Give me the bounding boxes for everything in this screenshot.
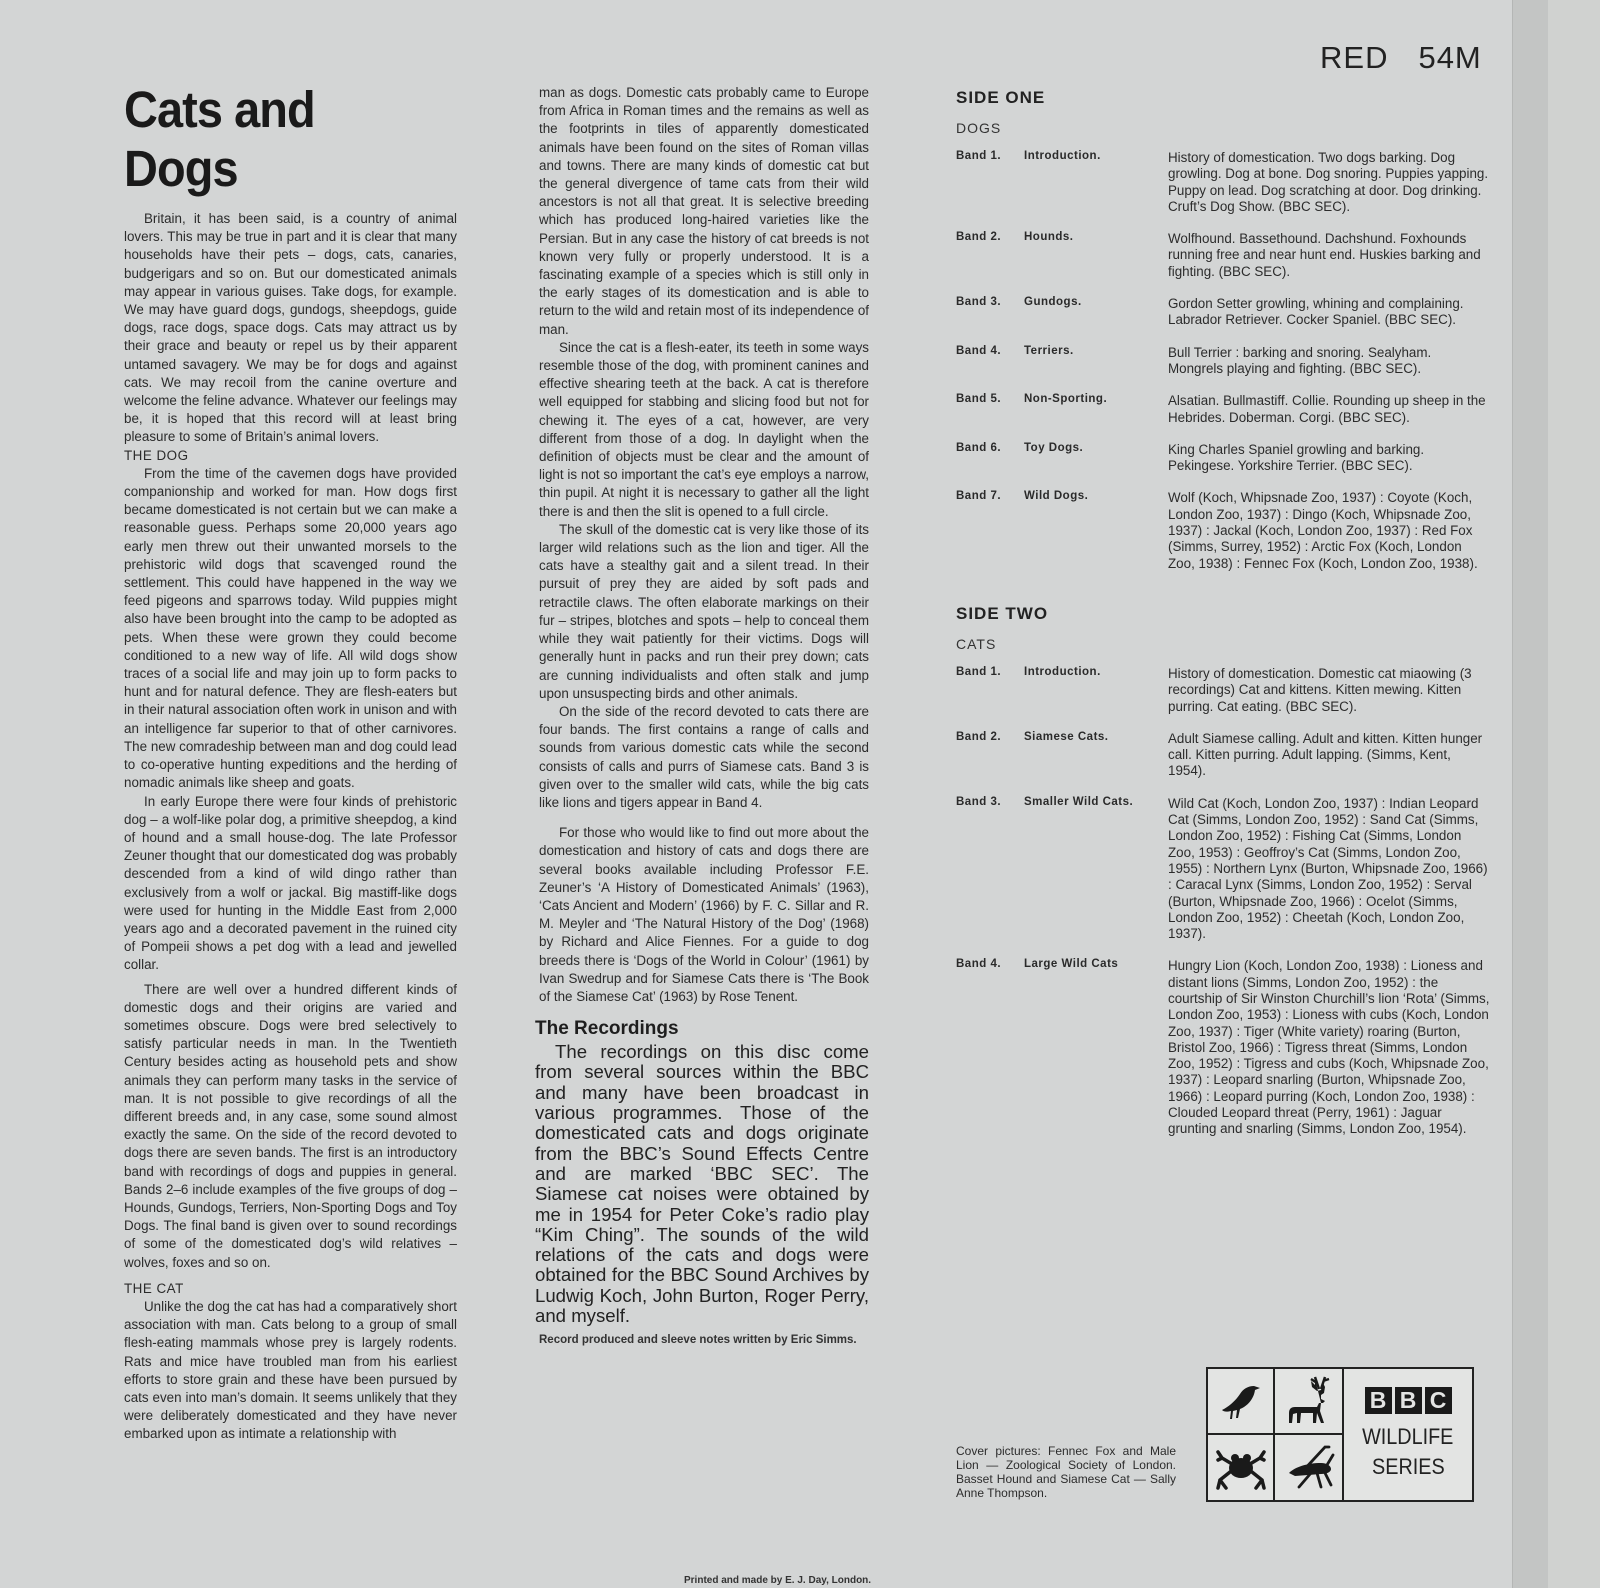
cat-paragraph-2: man as dogs. Domestic cats probably came to Europe from Africa in Roman times and the remains as well as the footprints in tiles of apparently domesticated animals have been found on the sites of Roman villas and towns. There are many kinds of domestic cat but the general divergence of tame cats from their wild ancestors is not all that great. It is selective breeding which has produced long-haired varieties like the Persian. But in any case the history of cat breeds is not known very fully or properly understood. It is a fascinating example of a species which is still only in the early stages of its domestication and is able to return to the wild and retain most of its independence of man.	[539, 85, 869, 337]
band-row	[956, 731, 1502, 780]
band-description: Alsatian. Bullmastiff. Collie. Rounding up sheep in the Hebrides. Doberman. Corgi. (BBC SEC).	[1168, 393, 1486, 425]
intro-paragraph: Britain, it has been said, is a country of animal lovers. This may be true in part and it is clear that many households have their pets – dogs, cats, canaries, budgerigars and so on. But our domesticated animals may appear in various guises. Take dogs, for example. We may have guard dogs, gundogs, sheepdogs, guide dogs, race dogs, space dogs. Cats may attract us by their grace and beauty or repel us by their apparent untamed savagery. We may be for dogs and against cats. We may recoil from the canine overture and welcome the feline advance. Whatever our feelings may be, it is hoped that this record will at least bring pleasure to some of Britain’s animal lovers.	[124, 211, 457, 445]
band-number: Band 7.	[956, 490, 1002, 503]
intro-text-block	[124, 210, 457, 1444]
column-one	[124, 80, 457, 1444]
band-description: History of domestication. Domestic cat miaowing (3 recordings) Cat and kittens. Kitten mewing. Kitten purring. Cat eating. (BBC SEC).	[1168, 665, 1472, 714]
recordings-text-block	[535, 1042, 869, 1326]
recordings-heading: The Recordings	[535, 1018, 679, 1040]
band-name: Non-Sporting.	[1024, 393, 1108, 406]
band-number: Band 6.	[956, 441, 1002, 454]
bird-icon	[1208, 1369, 1275, 1435]
bbc-letter: C	[1425, 1387, 1452, 1414]
band-description: Wolfhound. Bassethound. Dachshund. Foxhounds running free and near hunt end. Huskies barking and fighting. (BBC SEC).	[1168, 231, 1481, 279]
band-number: Band 3.	[956, 296, 1002, 309]
grasshopper-icon	[1275, 1435, 1342, 1501]
cover-credit: Cover pictures: Fennec Fox and Male Lion — Zoological Society of London. Basset Hound and Siamese Cat — Sally Anne Thompson.	[956, 1444, 1176, 1500]
side-two-title: SIDE TWO	[956, 603, 1049, 623]
band-description: Hungry Lion (Koch, London Zoo, 1938) : Lioness and distant lions (Simms, London Zoo, 1952) : the courtship of Sir Winston Churchill’s lion ‘Rota’ (Simms, London Zoo, 1953) : Lioness with cubs (Koch, London Zoo, 1937) : Tiger (White variety) roaring (Burton, Bristol Zoo, 1966) : Tigress threat (Simms, London Zoo, 1952) : Tigress and cubs (Koch, Whipsnade Zoo, 1937) : Leopard snarling (Burton, Whipsnade Zoo, 1966) : Leopard purring (Koch, London Zoo, 1938) : Clouded Leopard threat (Perry, 1961) : Jaguar grunting and snarling (Simms, London Zoo, 1954).	[1168, 958, 1490, 1137]
logo-line-wildlife: WILDLIFE	[1362, 1424, 1454, 1449]
band-description: Gordon Setter growling, whining and complaining. Labrador Retriever. Cocker Spaniel. (BBC SEC).	[1168, 296, 1464, 328]
bbc-wildlife-logo	[1206, 1367, 1474, 1502]
cat-paragraph-5: On the side of the record devoted to cats there are four bands. The first contains a range of calls and sounds from various domestic cats while the second consists of calls and purrs of Siamese cats. Band 3 is given over to the smaller wild cats, while the big cats like lions and tigers appear in Band 4.	[539, 703, 869, 810]
band-row	[956, 796, 1502, 943]
cat-paragraph-4: The skull of the domestic cat is very like those of its larger wild relations such as the lion and tiger. All the cats have a stealthy gait and a silent tread. In their pursuit of prey they are aided by soft pads and retractile claws. The often elaborate markings on their fur – stripes, blotches and spots – help to conceal them while they wait patiently for their victims. Dogs will generally hunt in packs and run their prey down; cats are cunning individualists and often stalk and jump upon unsuspecting birds and other animals.	[539, 521, 869, 701]
frog-icon	[1208, 1435, 1275, 1501]
printer-credit: Printed and made by E. J. Day, London.	[684, 1575, 872, 1586]
band-number: Band 3.	[956, 795, 1002, 808]
band-number: Band 4.	[956, 958, 1002, 971]
cat-paragraph-3: Since the cat is a flesh-eater, its teeth in some ways resemble those of the dog, with prominent canines and effective shearing teeth at the back. A cat is therefore well equipped for stabbing and slicing food but not for chewing it. The eyes of a cat, however, are very different from those of a dog. In daylight when the definition of objects must be clear and the amount of light is not so important the cat’s eye employs a narrow, thin pupil. At night it is necessary to gather all the light there is and then the slit is opened to a full circle.	[539, 339, 869, 519]
band-row	[956, 345, 1502, 378]
band-description: History of domestication. Two dogs barking. Dog growling. Dog at bone. Dog snoring. Puppies yapping. Puppy on lead. Dog scratching at door. Dog drinking. Cruft’s Dog Show. (BBC SEC).	[1168, 150, 1489, 214]
band-name: Wild Dogs.	[1024, 490, 1089, 503]
band-row	[956, 150, 1502, 215]
page-title: Cats and Dogs	[124, 81, 315, 197]
producer-credit: Record produced and sleeve notes written by Eric Simms.	[539, 1334, 857, 1347]
bbc-blocks	[1365, 1387, 1452, 1414]
band-name: Gundogs.	[1024, 296, 1082, 309]
band-name: Large Wild Cats	[1024, 958, 1119, 971]
band-number: Band 5.	[956, 393, 1002, 406]
band-description: Wolf (Koch, Whipsnade Zoo, 1937) : Coyote (Koch, London Zoo, 1937) : Dingo (Koch, Whipsnade Zoo, 1937) : Jackal (Koch, London Zoo, 1937) : Red Fox (Simms, Surrey, 1952) : Arctic Fox (Koch, London Zoo, 1938) : Fennec Fox (Koch, London Zoo, 1938).	[1168, 490, 1478, 571]
logo-wordmark	[1344, 1369, 1472, 1500]
band-row	[956, 490, 1502, 571]
band-name: Introduction.	[1024, 150, 1101, 162]
band-number: Band 4.	[956, 344, 1002, 357]
side-one-bands	[956, 150, 1502, 572]
band-number: Band 1.	[956, 150, 1002, 162]
band-name: Smaller Wild Cats.	[1024, 795, 1134, 808]
catalog-number	[1320, 40, 1482, 76]
band-row	[956, 296, 1502, 329]
band-number: Band 1.	[956, 665, 1002, 678]
band-row	[956, 393, 1502, 426]
band-name: Toy Dogs.	[1024, 441, 1084, 454]
dog-heading: THE DOG	[124, 447, 189, 463]
side-one-title: SIDE ONE	[956, 88, 1046, 107]
column-two	[535, 84, 869, 1347]
dog-paragraph-2: In early Europe there were four kinds of prehistoric dog – a wolf-like polar dog, a primitive sheepdog, a kind of hound and a small house-dog. The late Professor Zeuner thought that our domesticated dog was probably descended from a kind of wild dingo rather than exclusively from a wolf or jackal. Big mastiff-like dogs were used for hunting in the Middle East from 2,000 years ago and a decorated pavement in the ruined city of Pompeii shows a pet dog with a lead and jewelled collar.	[124, 793, 457, 973]
cat-heading: THE CAT	[124, 1280, 184, 1296]
recordings-paragraph: The recordings on this disc come from several sources within the BBC and many have been broadcast in various programmes. Those of the domesticated cats and dogs originate from the BBC’s Sound Effects Centre and are marked ‘BBC SEC’. The Siamese cat noises were obtained by me in 1954 for Peter Coke’s radio play “Kim Ching”. The sounds of the wild relations of the cats and dogs were obtained for the BBC Sound Archives by Ludwig Koch, John Burton, Roger Perry, and myself.	[535, 1041, 869, 1327]
side-one-subtitle: DOGS	[956, 120, 1002, 136]
side-two-bands	[956, 666, 1502, 1138]
books-paragraph: For those who would like to find out more about the domestication and history of cats and dogs there are several books available including Professor F.E. Zeuner’s ‘A History of Domesticated Animals’ (1963), ‘Cats Ancient and Modern’ (1966) by F. C. Sillar and R. M. Meyler and ‘The Natural History of the Dog’ (1968) by Richard and Alice Fiennes. For a guide to dog breeds there is ‘Dogs of the World in Colour’ (1961) by Ivan Swedrup and for Siamese Cats there is ‘The Book of the Siamese Cat’ (1963) by Rose Tenent.	[539, 825, 869, 1004]
band-row	[956, 666, 1502, 715]
band-description: Bull Terrier : barking and snoring. Sealyham. Mongrels playing and fighting. (BBC SEC).	[1168, 344, 1432, 376]
sleeve-edge	[1548, 0, 1600, 1588]
band-row	[956, 231, 1502, 280]
band-row	[956, 958, 1502, 1137]
catalog-code: 54M	[1418, 40, 1482, 75]
band-description: Adult Siamese calling. Adult and kitten. Kitten hunger call. Kitten purring. Adult lapping. (Simms, Kent, 1954).	[1168, 730, 1483, 779]
band-description: King Charles Spaniel growling and barking. Pekingese. Yorkshire Terrier. (BBC SEC).	[1168, 441, 1425, 474]
cat-paragraph-1: Unlike the dog the cat has had a comparatively short association with man. Cats belong to a group of small flesh-eating mammals whose prey is largely rodents. Rats and mice have troubled man from his earliest efforts to store grain and these have been pursued by cats even into man’s domain. It seems unlikely that they were deliberately domesticated and they have never embarked upon as intimate a relationship with	[124, 1298, 457, 1442]
band-number: Band 2.	[956, 231, 1002, 244]
deer-icon	[1275, 1369, 1342, 1435]
bbc-letter: B	[1365, 1387, 1392, 1414]
band-row	[956, 442, 1502, 475]
dog-paragraph-1: From the time of the cavemen dogs have provided companionship and worked for man. How dogs first became domesticated is not certain but we can make a reasonable guess. Perhaps some 20,000 years ago early men threw out their unwanted morsels to the prehistoric wild dogs that scavenged round the settlement. This could have happened in the way we feed pigeons and sparrows today. Wild puppies might also have been brought into the camp to be adopted as pets. When these were grown they could become conditioned to a new way of life. All wild dogs show traces of a social life and may join up to form packs to hunt and for natural defence. They are flesh-eaters but in their natural association often work in unison and with an intelligence far superior to that of other carnivores. The new comradeship between man and dog could lead to co-operative hunting expeditions and the herding of nomadic animals like sheep and goats.	[124, 465, 457, 791]
band-name: Introduction.	[1024, 665, 1101, 678]
dog-paragraph-3: There are well over a hundred different kinds of domestic dogs and their origins are varied and sometimes obscure. Dogs were bred selectively to satisfy particular needs in man. In the Twentieth Century besides acting as household pets and show animals they can perform many tasks in the service of man. It is not possible to give recordings of all the different breeds and, in any case, some sound almost exactly the same. On the side of the record devoted to dogs there are seven bands. The first is an introductory band with recordings of dogs and puppies in general. Bands 2–6 include examples of the five groups of dog – Hounds, Gundogs, Terriers, Non-Sporting Dogs and Toy Dogs. The final band is given over to sound recordings of some of the domesticated dog’s wild relatives – wolves, foxes and so on.	[124, 981, 457, 1270]
band-description: Wild Cat (Koch, London Zoo, 1937) : Indian Leopard Cat (Simms, London Zoo, 1952) : Sand Cat (Simms, London Zoo, 1952) : Fishing Cat (Simms, London Zoo, 1953) : Geoffroy’s Cat (Simms, London Zoo, 1955) : Northern Lynx (Burton, Whipsnade Zoo, 1966) : Caracal Lynx (Simms, London Zoo, 1952) : Serval (Burton, Whipsnade Zoo, 1966) : Ocelot (Simms, London Zoo, 1952) : Cheetah (Koch, London Zoo, 1937).	[1168, 795, 1488, 942]
cat-text-block	[539, 84, 869, 1006]
band-name: Terriers.	[1024, 344, 1074, 357]
band-name: Siamese Cats.	[1024, 730, 1109, 743]
logo-line-series: SERIES	[1371, 1454, 1445, 1479]
catalog-prefix: RED	[1320, 40, 1389, 75]
bbc-letter: B	[1395, 1387, 1422, 1414]
logo-icon-grid	[1208, 1369, 1344, 1500]
band-number: Band 2.	[956, 730, 1002, 743]
track-listing	[956, 88, 1502, 1154]
band-name: Hounds.	[1024, 231, 1074, 244]
side-two-subtitle: CATS	[956, 635, 997, 652]
